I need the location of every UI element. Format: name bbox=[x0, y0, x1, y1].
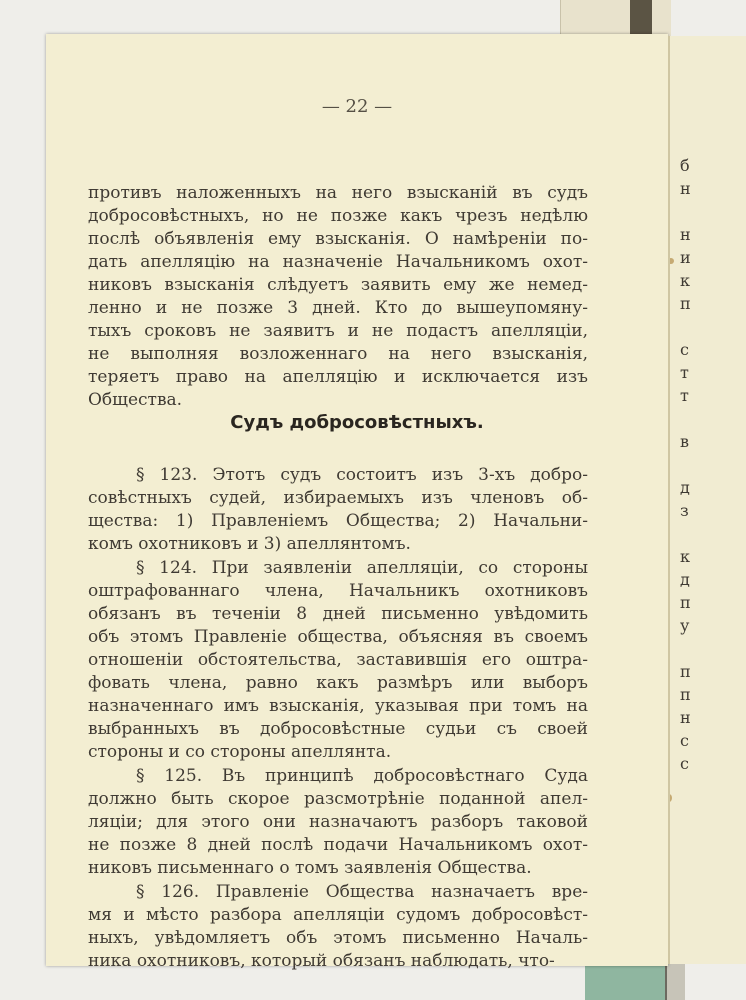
right-page-fragment bbox=[680, 522, 746, 545]
text-line: мя и мѣсто разбора апелляціи судомъ добросовѣст- bbox=[88, 905, 588, 925]
text-line: стороны и со стороны апеллянта. bbox=[88, 742, 392, 762]
text-line: фовать члена, равно какъ размѣръ или выборъ bbox=[88, 673, 588, 693]
binder-clip-dark-edge bbox=[630, 0, 652, 34]
right-page bbox=[668, 36, 746, 964]
text-line: тыхъ сроковъ не заявитъ и не подастъ апелляціи, bbox=[88, 321, 588, 341]
right-page-fragment: к bbox=[680, 547, 690, 566]
text-line: § 124. При заявленіи апелляціи, со стороны bbox=[136, 558, 588, 578]
paragraph-intro bbox=[88, 182, 588, 412]
right-page-fragment bbox=[680, 637, 746, 660]
right-page-fragment: б bbox=[680, 156, 690, 175]
text-line: не позже 8 дней послѣ подачи Начальникомъ охот- bbox=[88, 835, 588, 855]
right-page-fragment: т bbox=[680, 363, 689, 382]
right-page-fragment bbox=[680, 200, 746, 223]
text-line: противъ наложенныхъ на него взысканій въ судъ bbox=[88, 183, 588, 203]
binder-clip-bottom-edge bbox=[665, 962, 685, 1000]
text-line: должно быть скорое разсмотрѣніе поданной апел- bbox=[88, 789, 588, 809]
text-line: отношеніи обстоятельства, заставившія его оштра- bbox=[88, 650, 588, 670]
paragraph-124 bbox=[88, 557, 588, 764]
right-page-fragment: т bbox=[680, 386, 689, 405]
right-page-fragment: п bbox=[680, 294, 691, 313]
text-line: никовъ взысканія слѣдуетъ заявить ему же немед- bbox=[88, 275, 588, 295]
text-line: ляціи; для этого они назначаютъ разборъ таковой bbox=[88, 812, 588, 832]
right-page-fragment: д bbox=[680, 570, 690, 589]
right-page-fragment: с bbox=[680, 731, 689, 750]
right-page-fragment: п bbox=[680, 685, 691, 704]
paragraph-123 bbox=[88, 464, 588, 556]
text-line: совѣстныхъ судей, избираемыхъ изъ членовъ об- bbox=[88, 488, 588, 508]
text-line: объ этомъ Правленіе общества, объясняя въ своемъ bbox=[88, 627, 588, 647]
text-line: выбранныхъ въ добросовѣстные судьи съ своей bbox=[88, 719, 588, 739]
text-line: § 126. Правленіе Общества назначаетъ вре- bbox=[136, 882, 588, 902]
right-page-fragment: с bbox=[680, 340, 689, 359]
text-line: ника охотниковъ, который обязанъ наблюдать, что- bbox=[88, 951, 555, 971]
right-page-fragment bbox=[680, 315, 746, 338]
left-page bbox=[46, 34, 668, 971]
right-page-fragment: у bbox=[680, 616, 690, 635]
text-line: никовъ письменнаго о томъ заявленія Общества. bbox=[88, 858, 532, 878]
right-page-fragment: п bbox=[680, 593, 691, 612]
section-heading: Судъ добросовѣстныхъ. bbox=[230, 412, 484, 433]
text-line: оштрафованнаго члена, Начальникъ охотниковъ bbox=[88, 581, 588, 601]
text-line: Общества. bbox=[88, 390, 183, 410]
text-line: теряетъ право на апелляцію и исключается изъ bbox=[88, 367, 588, 387]
paragraph-125 bbox=[88, 765, 588, 880]
text-line: не выполняя возложеннаго на него взысканія, bbox=[88, 344, 588, 364]
text-line: § 123. Этотъ судъ состоитъ изъ 3-хъ добро- bbox=[136, 465, 588, 485]
text-line: обязанъ въ теченіи 8 дней письменно увѣдомить bbox=[88, 604, 588, 624]
page-number: — 22 — bbox=[321, 96, 393, 117]
right-page-fragment: с bbox=[680, 754, 689, 773]
text-line: дать апелляцію на назначеніе Начальникомъ охот- bbox=[88, 252, 588, 272]
right-page-text-fragments bbox=[680, 154, 746, 775]
right-page-fragment: н bbox=[680, 708, 691, 727]
right-page-fragment: к bbox=[680, 271, 690, 290]
right-page-fragment: в bbox=[680, 432, 690, 451]
paper-spot bbox=[668, 794, 672, 802]
text-line: назначеннаго имъ взысканія, указывая при томъ на bbox=[88, 696, 588, 716]
paragraph-126 bbox=[88, 881, 588, 973]
text-line: ныхъ, увѣдомляетъ объ этомъ письменно Началь- bbox=[88, 928, 588, 948]
text-line: § 125. Въ принципѣ добросовѣстнаго Суда bbox=[136, 766, 588, 786]
text-line: добросовѣстныхъ, но не позже какъ чрезъ недѣлю bbox=[88, 206, 588, 226]
text-line: послѣ объявленія ему взысканія. О намѣреніи по- bbox=[88, 229, 588, 249]
text-line: щества: 1) Правленіемъ Общества; 2) Начальни- bbox=[88, 511, 588, 531]
right-page-fragment bbox=[680, 407, 746, 430]
right-page-fragment: н bbox=[680, 225, 691, 244]
right-page-fragment: н bbox=[680, 179, 691, 198]
text-line: ленно и не позже 3 дней. Кто до вышеупомяну- bbox=[88, 298, 588, 318]
right-page-fragment: з bbox=[680, 501, 689, 520]
right-page-fragment: п bbox=[680, 662, 691, 681]
text-line: комъ охотниковъ и 3) апеллянтомъ. bbox=[88, 534, 411, 554]
right-page-fragment bbox=[680, 453, 746, 476]
right-page-fragment: д bbox=[680, 478, 690, 497]
right-page-fragment: и bbox=[680, 248, 691, 267]
paper-spot bbox=[668, 258, 674, 264]
